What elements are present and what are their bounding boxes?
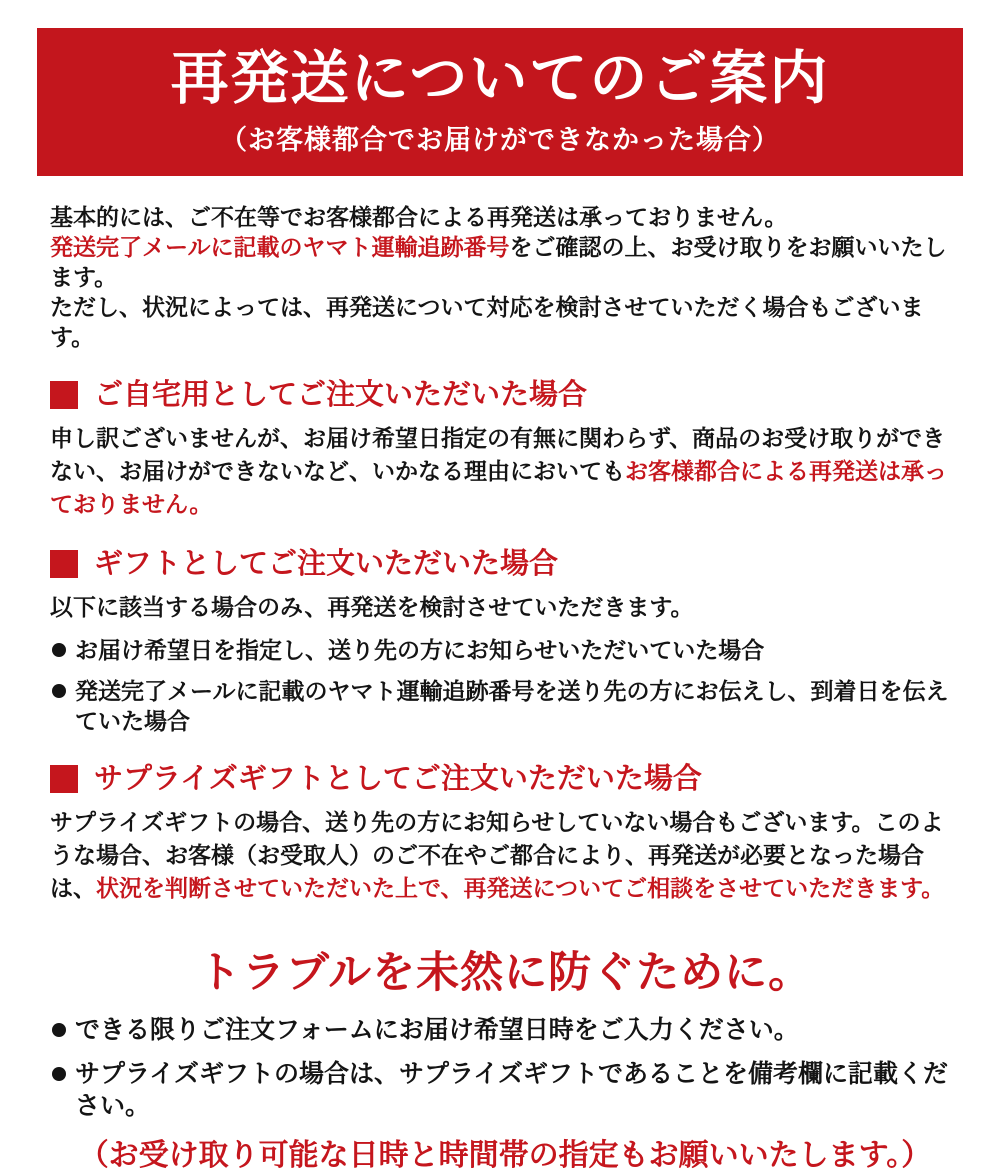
red-square-icon [50, 550, 78, 578]
page-title: 再発送についてのご案内 [170, 45, 830, 111]
prevention-bullet-2-text: サプライズギフトの場合は、サプライズギフトであることを備考欄に記載ください。 [75, 1060, 949, 1120]
prevention-heading: トラブルを未然に防ぐために。 [197, 949, 813, 997]
gift-bullet-2-text: 発送完了メールに記載のヤマト運輸追跡番号を送り先の方にお伝えし、到着日を伝えていた場合 [75, 678, 949, 734]
section-gift-heading [50, 547, 960, 581]
intro-line-2-rest: をご確認の上、お受け取りをお願いいたします。 [50, 234, 947, 290]
intro-line-2 [50, 232, 960, 292]
bullet-icon [52, 684, 66, 698]
bullet-icon [52, 1023, 66, 1037]
intro-line-1: 基本的には、ご不在等でお客様都合による再発送は承っておりません。 [50, 204, 788, 230]
prevention-bullet-1 [50, 1014, 960, 1046]
red-square-icon [50, 765, 78, 793]
section-surprise-heading [50, 762, 960, 796]
section-surprise-heading-label: サプライズギフトとしてご注文いただいた場合 [94, 763, 702, 795]
section-home-heading-label: ご自宅用としてご注文いただいた場合 [94, 379, 588, 411]
section-home-body-black: 申し訳ございませんが、お届け希望日指定の有無に関わらず、商品のお受け取りができない、お届けができないなど、いかなる理由においても [50, 425, 946, 484]
reshipping-notice-page [0, 28, 1000, 1172]
intro-line-2-highlight: 発送完了メールに記載のヤマト運輸追跡番号 [50, 234, 510, 260]
bullet-icon [52, 1067, 66, 1081]
section-home-body-highlight: お客様都合による再発送は承っておりません。 [50, 458, 947, 517]
section-home-heading [50, 378, 960, 412]
gift-bullet-2 [50, 676, 960, 736]
bullet-icon [52, 643, 66, 657]
section-gift-body: 以下に該当する場合のみ、再発送を検討させていただきます。 [50, 594, 694, 620]
notice-content [50, 202, 960, 1174]
gift-bullet-1 [50, 635, 960, 665]
prevention-bullets [50, 1014, 960, 1122]
section-gift-heading-label: ギフトとしてご注文いただいた場合 [94, 548, 559, 580]
section-surprise-body-highlight: 状況を判断させていただいた上で、再発送についてご相談をさせていただきます。 [96, 875, 945, 901]
section-home-body [50, 422, 960, 521]
prevention-bullet-1-text: できる限りご注文フォームにお届け希望日時をご入力ください。 [75, 1016, 799, 1044]
red-square-icon [50, 381, 78, 409]
prevention-note: （お受け取り可能な日時と時間帯の指定もお願いいたします。） [78, 1139, 932, 1172]
header-banner [37, 28, 963, 176]
intro-line-3: ただし、状況によっては、再発送について対応を検討させていただく場合もございます。 [50, 294, 924, 350]
page-subtitle: （お客様都合でお届けができなかった場合） [220, 125, 780, 156]
prevention-bullet-2 [50, 1058, 960, 1122]
intro-paragraph [50, 202, 960, 352]
gift-bullet-1-text: お届け希望日を指定し、送り先の方にお知らせいただいていた場合 [75, 637, 765, 663]
section-surprise-body [50, 806, 960, 905]
section-surprise-body-black: サプライズギフトの場合、送り先の方にお知らせしていない場合もございます。このような場合、お客様（お受取人）のご不在やご都合により、再発送が必要となった場合は、 [50, 809, 944, 901]
